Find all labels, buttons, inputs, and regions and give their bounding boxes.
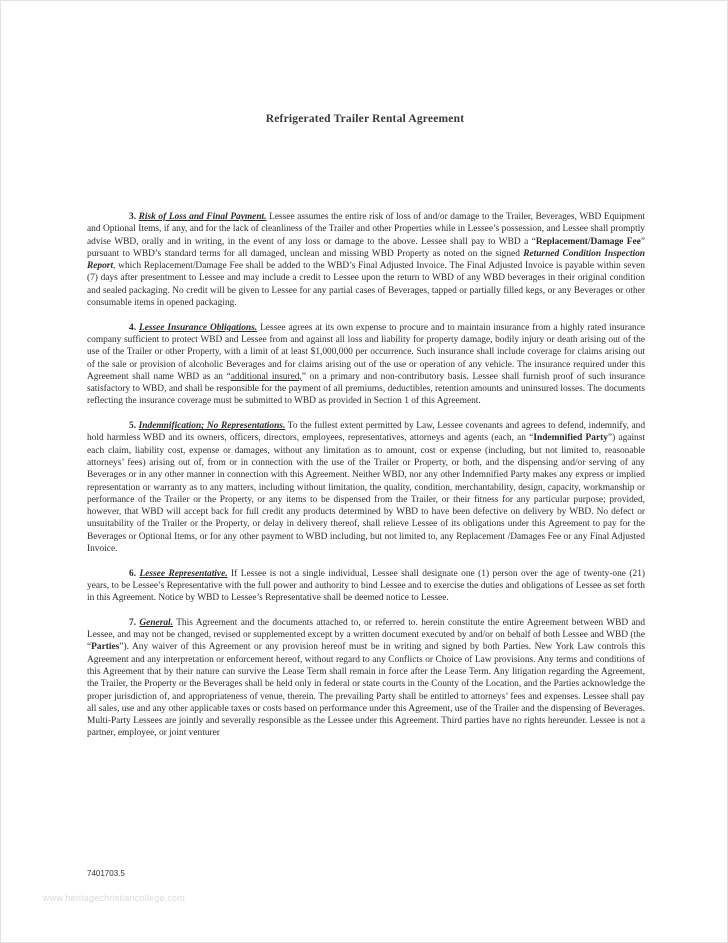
section-number: 6. — [129, 568, 137, 579]
section-text: To the fullest extent permitted by Law, Lessee covenants and agrees to defend, indemnify, and hold harmless WBD and its owners, officers, directors, employees, representatives, attorneys and agents (each, an “ — [87, 421, 646, 444]
defined-term: Replacement/Damage Fee — [535, 236, 641, 247]
section-number: 3. — [129, 212, 137, 222]
section-text: Lessee agrees at its own expense to procure and to maintain insurance from a highly rated insurance company sufficient to protect WBD and Lessee from and against all loss and liability for property damage, bodily injury or death arising out of the use of the Trailer or other Property, with a limit of at least $1,000,000 per occurrence. Such insurance shall include coverage for claims arising out of the sale or provision of alcoholic Beverages and for claims arising out of the use or operation of any vehicle. The insurance required under this Agreement shall name WBD as an “ — [87, 322, 646, 382]
section-text: ”). Any waiver of this Agreement or any provision hereof must be in writing and signed by both Parties. New York Law controls this Agreement and any interpretation or enforcement hereof, without regard to any Conflicts or Choice of Law provisions. Any terms and conditions of this Agreement that by their nature can survive the Lease Term shall remain in force after the Lease Term. Any litigation regarding the Agreement, the Trailer, the Property or the Beverages shall be held only in federal or state courts in the County of the Location, and the Parties acknowledge the proper jurisdiction of, and appropriateness of venue, therein. The prevailing Party shall be entitled to attorneys’ fees and expenses. Lessee shall pay all sales, use and any other applicable taxes or costs based on performance under this Agreement, use of the Trailer and the dispensing of Beverages. Multi-Party Lessees are jointly and severally responsible as the Lessee under this Agreement. Third parties have no rights hereunder. Lessee is not a partner, employee, or joint venturer — [87, 642, 645, 739]
section-6-representative — [87, 568, 645, 605]
section-3-risk-of-loss — [87, 211, 645, 309]
section-text: This Agreement and the documents attached to, or referred to. herein constitute the entire Agreement between WBD and Lessee, and may not be changed, revised or supplemented except by a written document executed by and/or on behalf of both Lessee and WBD (the “ — [87, 617, 646, 653]
section-text: ”) against each claim, liability cost, expense or damages, without any limitation as to amount, cost or expense (including, but not limited to, reasonable attorneys’ fees) arising out of, from or in connection with the use of the Trailer or Property, or both, and the dispensing and/or serving of any Beverages or in any other manner in connection with this Agreement. Neither WBD, nor any other Indemnified Party makes any express or implied representation or warranty as to any matters, including without limitation, the quality, condition, merchantability, design, capacity, workmanship or performance of the Trailer or the Property, or any items to be dispensed from the Trailer, or their fitness for any particular purpose; provided, however, that WBD will accept back for full credit any products determined by WBD to have been defective on delivery by WBD. No defect or unsuitability of the Trailer or the Property, or delay in delivery thereof, shall relieve Lessee of its obligations under this Agreement to pay for the Beverages or Optional Items, or for any other payment to WBD including, but not limited to, any Replacement /Damages Fee or any Final Adjusted Invoice. — [87, 433, 645, 555]
watermark: www.heritagechristiancollege.com — [43, 893, 185, 903]
section-7-general — [87, 617, 645, 740]
section-number: 4. — [129, 322, 137, 333]
defined-term: Parties — [91, 642, 120, 653]
section-heading: Lessee Insurance Obligations. — [138, 322, 258, 333]
section-heading: Risk of Loss and Final Payment. — [138, 212, 267, 222]
section-heading: Indemnification; No Representations. — [138, 421, 286, 432]
section-heading: General. — [139, 617, 173, 628]
section-number: 7. — [129, 617, 137, 628]
defined-term: Returned Condition Inspection Report — [87, 248, 645, 272]
document-title: Refrigerated Trailer Rental Agreement — [265, 113, 465, 125]
document-footer-code: 7401703.5 — [87, 869, 125, 878]
section-5-indemnification — [87, 420, 645, 555]
section-text: ” pursuant to WBD’s standard terms for all damaged, unclean and missing WBD Property as noted on the signed — [87, 236, 645, 259]
section-4-insurance — [87, 322, 645, 408]
defined-term: Indemnified Party — [533, 433, 608, 444]
document-body — [87, 211, 645, 752]
section-number: 5. — [129, 421, 137, 432]
section-text: , which Replacement/Damage Fee shall be added to the WBD’s Final Adjusted Invoice. The Final Adjusted Invoice is payable within seven (7) days after presentment to Lessee and may include a credit to Lessee upon the return to WBD of any WBD beverages in their original condition and sealed packaging. No credit will be given to Lessee for any partial cases of Beverages, tapped or partially filled kegs, or any Beverages or other consumable items in opened packaging. — [87, 261, 645, 309]
section-text: ” on a primary and non-contributory basis. Lessee shall furnish proof of such insurance satisfactory to WBD, and shall be responsible for the payment of all premiums, deductibles, retention amounts and uninsured losses. The documents reflecting the insurance coverage must be submitted to WBD as provided in Section 1 of this Agreement. — [87, 371, 645, 407]
underlined-term: additional insured, — [230, 371, 302, 382]
section-text: Lessee assumes the entire risk of loss of and/or damage to the Trailer, Beverages, WBD Equipment and Optional Items, if any, and for the lack of cleanliness of the Trailer and other Properties while in Lessee’s possession, and Lessee shall promptly advise WBD, orally and in writing, in the event of any loss or damage to the above. Lessee shall pay to WBD a “ — [87, 212, 646, 247]
section-text: If Lessee is not a single individual, Lessee shall designate one (1) person over the age of twenty-one (21) years, to be Lessee’s Representative with the full power and authority to bind Lessee and to exercise the duties and obligations of Lessee as set forth in this Agreement. Notice by WBD to Lessee’s Representative shall be deemed notice to Lessee. — [87, 568, 646, 604]
section-heading: Lessee Representative. — [139, 568, 228, 579]
